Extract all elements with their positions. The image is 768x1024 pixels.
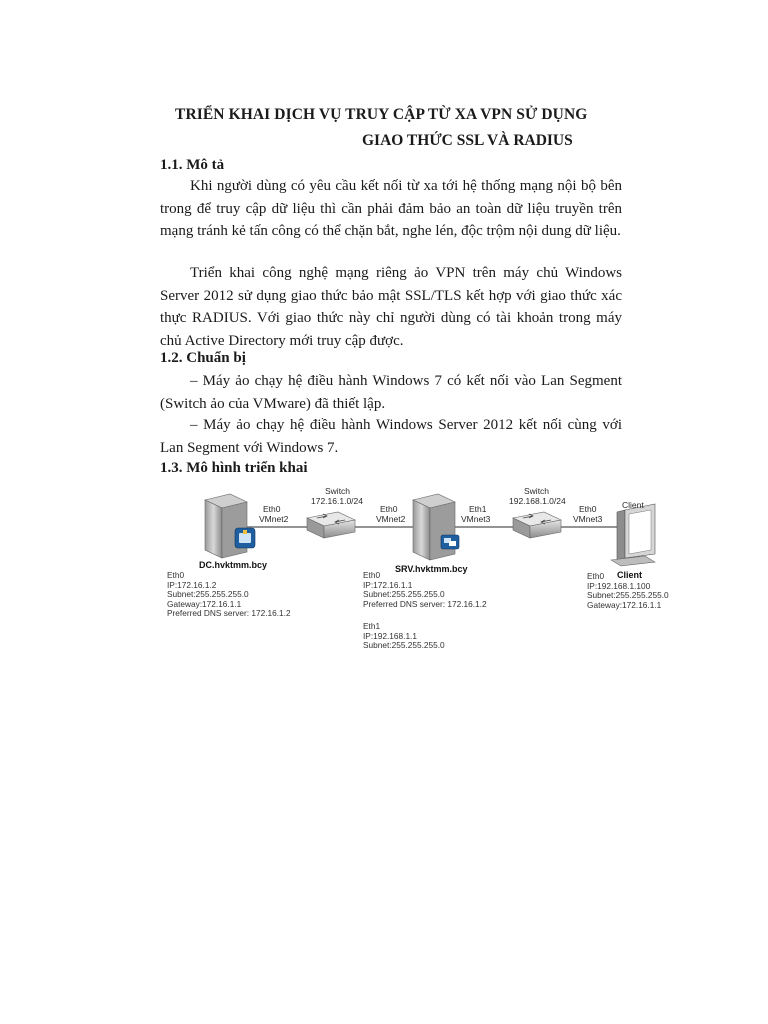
config-line: Eth0 bbox=[587, 571, 605, 581]
dc-server-icon bbox=[205, 494, 255, 558]
srv-server-icon bbox=[413, 494, 459, 560]
client-eth0-label: Eth0 bbox=[579, 504, 597, 514]
config-line: Eth1 bbox=[363, 621, 381, 631]
switch-2-subnet: 192.168.1.0/24 bbox=[509, 496, 566, 506]
switch-2-label: Switch bbox=[524, 486, 550, 496]
document-title-line-1: TRIỂN KHAI DỊCH VỤ TRUY CẬP TỪ XA VPN SỬ DỤNG bbox=[175, 106, 588, 123]
paragraph-text: – Máy ảo chạy hệ điều hành Windows 7 có kết nối vào Lan Segment (Switch ảo của VMware) đã thiết lập. bbox=[160, 373, 622, 412]
client-computer-icon bbox=[611, 504, 655, 566]
config-line: Gateway:172.16.1.1 bbox=[587, 599, 662, 610]
srv-eth0-config-block bbox=[363, 571, 487, 609]
switch-1-icon bbox=[307, 512, 355, 538]
config-line: Preferred DNS server: 172.16.1.2 bbox=[363, 598, 487, 609]
switch-1-subnet: 172.16.1.0/24 bbox=[311, 496, 363, 506]
srv-eth1-config-block bbox=[363, 622, 445, 651]
srv-vmnet3-label: VMnet3 bbox=[461, 514, 491, 524]
paragraph-description-2 bbox=[160, 262, 622, 352]
config-line: Eth0 bbox=[167, 570, 185, 580]
dc-node-name: DC.hvktmm.bcy bbox=[199, 560, 268, 570]
client-vmnet-label: VMnet3 bbox=[573, 514, 603, 524]
paragraph-description-1 bbox=[160, 175, 622, 243]
dc-config-block bbox=[167, 571, 291, 619]
network-diagram bbox=[155, 480, 675, 660]
config-line: Preferred DNS server: 172.16.1.2 bbox=[167, 608, 291, 619]
srv-eth0-label: Eth0 bbox=[380, 504, 398, 514]
switch-2-icon bbox=[513, 512, 561, 538]
section-heading-description: 1.1. Mô tả bbox=[160, 157, 225, 173]
paragraph-text: Khi người dùng có yêu cầu kết nối từ xa tới hệ thống mạng nội bộ bên trong để truy cập dữ liệu thì cần phải đảm bảo an toàn dữ liệu truyền trên mạng tránh kẻ tấn công có thể chặn bắt, nghe lén, độc trộm nội dung dữ liệu. bbox=[160, 178, 622, 239]
srv-eth1-label: Eth1 bbox=[469, 504, 487, 514]
config-line: Eth0 bbox=[363, 570, 381, 580]
config-line: IP:192.168.1.100 bbox=[587, 580, 651, 591]
config-line: IP:172.16.1.1 bbox=[363, 579, 413, 590]
paragraph-preparation-2 bbox=[160, 414, 622, 459]
config-line: Gateway:172.16.1.1 bbox=[167, 598, 242, 609]
switch-1-label: Switch bbox=[325, 486, 351, 496]
document-title-line-2: GIAO THỨC SSL VÀ RADIUS bbox=[362, 132, 573, 149]
srv-node-name: SRV.hvktmm.bcy bbox=[395, 564, 468, 574]
dc-vmnet-label: VMnet2 bbox=[259, 514, 289, 524]
section-heading-preparation: 1.2. Chuẩn bị bbox=[160, 350, 246, 366]
config-line: Subnet:255.255.255.0 bbox=[363, 640, 445, 651]
config-line: IP:172.16.1.2 bbox=[167, 579, 217, 590]
client-top-label: Client bbox=[622, 500, 644, 510]
config-line: IP:192.168.1.1 bbox=[363, 630, 417, 641]
config-line: Subnet:255.255.255.0 bbox=[363, 589, 445, 600]
dc-eth0-label: Eth0 bbox=[263, 504, 281, 514]
srv-vmnet2-label: VMnet2 bbox=[376, 514, 406, 524]
section-heading-deployment-model: 1.3. Mô hình triển khai bbox=[160, 460, 308, 476]
paragraph-preparation-1 bbox=[160, 370, 622, 415]
client-node-name: Client bbox=[617, 570, 643, 580]
paragraph-text: Triển khai công nghệ mạng riêng ảo VPN trên máy chủ Windows Server 2012 sử dụng giao thức bảo mật SSL/TLS kết hợp với giao thức xác thực RADIUS. Với giao thức này chỉ người dùng có tài khoản trong máy chủ Active Directory mới truy cập được. bbox=[160, 265, 622, 349]
client-config-block bbox=[587, 572, 669, 610]
paragraph-text: – Máy ảo chạy hệ điều hành Windows Server 2012 kết nối cùng với Lan Segment với Windows 7. bbox=[160, 417, 622, 456]
config-line: Subnet:255.255.255.0 bbox=[587, 590, 669, 601]
config-line: Subnet:255.255.255.0 bbox=[167, 589, 249, 600]
